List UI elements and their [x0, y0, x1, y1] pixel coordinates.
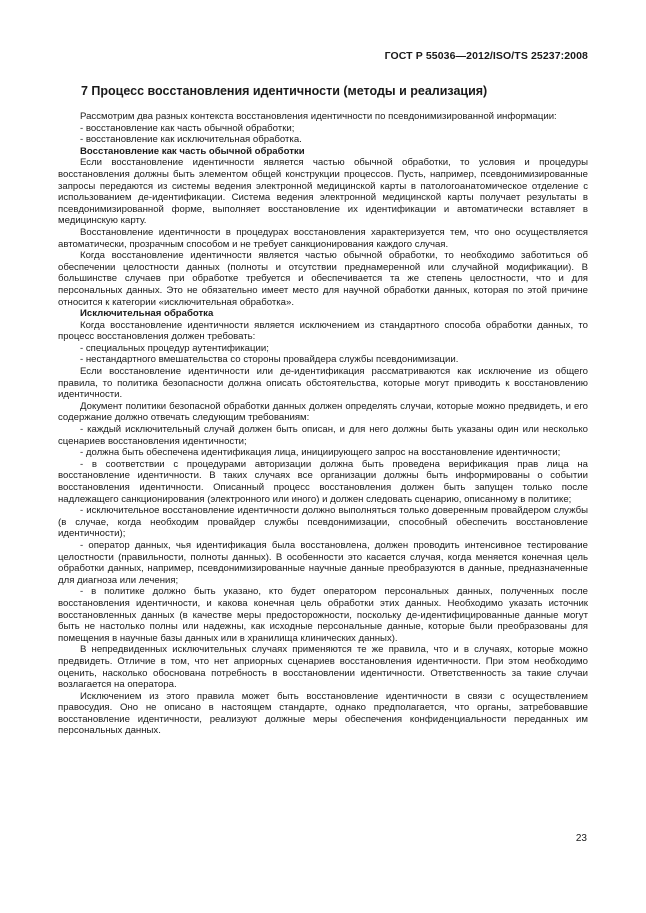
paragraph: - должна быть обеспечена идентификация лица, инициирующего запрос на восстановление идентичности; [80, 447, 561, 459]
paragraph: Когда восстановление идентичности является исключением из стандартного способа обработки данных, то процесс восстановления должен требовать: [58, 319, 588, 343]
paragraph: - восстановление как исключительная обработка. [80, 134, 302, 146]
subsection-heading: Исключительная обработка [80, 308, 214, 320]
paragraph: - в соответствии с процедурами авторизации должна быть проведена верификация прав лица на восстановление идентичности. В таких случаях все организации должны быть информированы о событии восстановления идентичности. Описанный процесс восстановления должен быть запущен только после надлежащего санкционирования (электронного или иного) и должен следовать сценарию, описанному в политике; [58, 458, 588, 505]
paragraph: - нестандартного вмешательства со стороны провайдера службы псевдонимизации. [80, 354, 459, 366]
section-title: 7 Процесс восстановления идентичности (методы и реализация) [81, 84, 488, 98]
paragraph: - каждый исключительный случай должен быть описан, и для него должны быть указаны один или несколько сценариев восстановления идентичности; [58, 424, 588, 447]
paragraph: Документ политики безопасной обработки данных должен определять случаи, которые можно предвидеть, и его содержание должно отвечать следующим требованиям: [58, 400, 588, 424]
document-header: ГОСТ Р 55036—2012/ISO/TS 25237:2008 [384, 50, 588, 62]
paragraph: Если восстановление идентичности или де-идентификация рассматриваются как исключение из общего правила, то политика безопасности должна описать обстоятельства, которые могут приводить к восстановлению идентичности. [58, 366, 588, 401]
paragraph: Если восстановление идентичности является частью обычной обработки, то условия и процедуры восстановления должны быть элементом общей конструкции процессов. Пусть, например, псевдонимизированные запросы передаются из системы ведения электронной медицинской карты в патологоанатомическое отделение с использованием де-идентификации. Система ведения электронной медицинской карты получает результаты в псевдонимизированной форме, выполняет восстановление их идентификации и автоматически вставляет в медицинскую карту. [58, 157, 588, 227]
paragraph: - оператор данных, чья идентификация была восстановлена, должен проводить интенсивное тестирование целостности (правильности, полноты данных). В особенности это касается случая, когда меняется конечная цель обработки данных, например, псевдонимизированные научные данные преобразуются в данные, предназначенные для диагноза или лечения; [58, 539, 588, 586]
paragraph: Рассмотрим два разных контекста восстановления идентичности по псевдонимизированной информации: [80, 111, 557, 122]
paragraph: - в политике должно быть указано, кто будет оператором персональных данных, полученных после восстановления идентичности, и какова конечная цель обработки этих данных. Необходимо указать источник восстановленных данных (в качестве меры предосторожности, поскольку де-идентифицированные данные могут быть не настолько полны или надежны, как исходные персональные данные, которые были преобразованы для помещения в научные базы данных или в хранилища клинических данных). [58, 586, 588, 644]
paragraph: В непредвиденных исключительных случаях применяются те же правила, что и в случаях, которые можно предвидеть. Отличие в том, что нет априорных сценариев восстановления идентичности. При этом необходимо оценить, насколько обоснована потребность в восстановлении идентичности. Ответственность за такие случаи возлагается на оператора. [58, 644, 588, 691]
paragraph: - восстановление как часть обычной обработки; [80, 122, 295, 134]
page-number: 23 [575, 833, 587, 844]
subsection-heading: Восстановление как часть обычной обработки [80, 145, 305, 157]
paragraph: Когда восстановление идентичности является частью обычной обработки, то необходимо заботиться об обеспечении целостности данных (полноты и отсутствии преднамеренной или случайной модификации). В большинстве случаев при обработке требуется и обеспечивается та же степень целостности, что и для персональных данных. Это не обязательно имеет место для научной обработки данных, которая по этой причине относится к категории «исключительная обработка». [58, 250, 588, 308]
paragraph: Восстановление идентичности в процедурах восстановления характеризуется тем, что оно осуществляется автоматически, прозрачным способом и не требует санкционирования каждого случая. [58, 226, 588, 250]
paragraph: - исключительное восстановление идентичности должно выполняться только доверенным провайдером службы (в случае, когда необходим провайдер службы псевдонимизации, способный обеспечить восстановление идентичности); [58, 505, 588, 540]
body-text [58, 111, 588, 737]
paragraph: Исключением из этого правила может быть восстановление идентичности в связи с осуществлением правосудия. Оно не описано в настоящем стандарте, однако предполагается, что органы, затребовавшие восстановление идентичности, реализуют должные меры обеспечения конфиденциальности переданных им персональных данных. [58, 690, 588, 737]
paragraph: - специальных процедур аутентификации; [80, 342, 269, 354]
